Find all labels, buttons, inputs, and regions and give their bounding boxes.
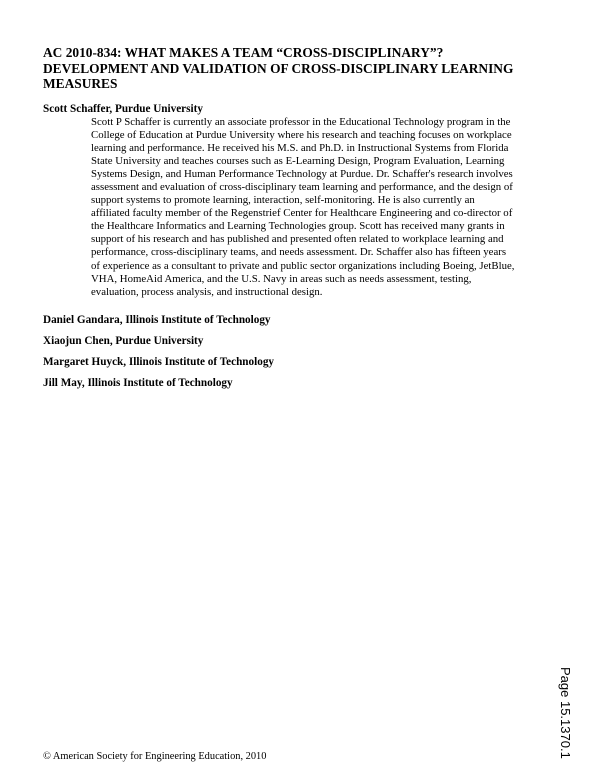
bio-line: performance, cross-disciplinary teams, and needs assessment. Dr. Schaffer also has fifteen years bbox=[91, 246, 507, 259]
bio-line: assessment and evaluation of cross-disciplinary team learning and performance, and the design of bbox=[91, 181, 513, 194]
paper-title bbox=[43, 45, 563, 92]
author-xiaojun-chen: Xiaojun Chen, Purdue University bbox=[43, 335, 204, 347]
author-jill-may: Jill May, Illinois Institute of Technology bbox=[43, 377, 233, 389]
bio-line: evaluation, process analysis, and instructional design. bbox=[91, 285, 323, 298]
bio-line: learning and performance. He received his M.S. and Ph.D. in Instructional Systems from Florida bbox=[91, 142, 509, 155]
author-bio bbox=[91, 116, 561, 299]
bio-line: support of his research and has published and presented often related to workplace learning and bbox=[91, 233, 504, 246]
title-line-2: DEVELOPMENT AND VALIDATION OF CROSS-DISCIPLINARY LEARNING bbox=[43, 60, 514, 76]
bio-line: support systems to promote learning, interaction, self-monitoring. He is also currently an bbox=[91, 194, 475, 207]
bio-line: Systems Design, and Human Performance Technology at Purdue. Dr. Schaffer's research involves bbox=[91, 168, 513, 181]
bio-line: College of Education at Purdue University where his research and teaching focuses on workplace bbox=[91, 129, 512, 142]
author-margaret-huyck: Margaret Huyck, Illinois Institute of Technology bbox=[43, 356, 275, 368]
bio-line: of experience as a consultant to private and public sector organizations including Boeing, JetBlue, bbox=[91, 259, 515, 272]
bio-line: affiliated faculty member of the Regenstrief Center for Healthcare Engineering and co-director of bbox=[91, 207, 513, 220]
title-line-3: MEASURES bbox=[43, 76, 118, 92]
author-scott-schaffer: Scott Schaffer, Purdue University bbox=[43, 103, 203, 115]
bio-line: State University and teaches courses such as E-Learning Design, Program Evaluation, Learning bbox=[91, 155, 505, 168]
copyright-footer: © American Society for Engineering Education, 2010 bbox=[43, 751, 267, 762]
bio-line: Scott P Schaffer is currently an associate professor in the Educational Technology program in the bbox=[91, 116, 511, 128]
author-daniel-gandara: Daniel Gandara, Illinois Institute of Technology bbox=[43, 314, 271, 326]
title-line-1: AC 2010-834: WHAT MAKES A TEAM “CROSS-DISCIPLINARY”? bbox=[43, 45, 444, 60]
bio-line: the Healthcare Informatics and Learning Technologies group. Scott has received many grants in bbox=[91, 220, 505, 233]
bio-line: VHA, HomeAid America, and the U.S. Navy in areas such as needs assessment, testing, bbox=[91, 272, 472, 285]
page-number: Page 15.1370.1 bbox=[558, 667, 573, 759]
